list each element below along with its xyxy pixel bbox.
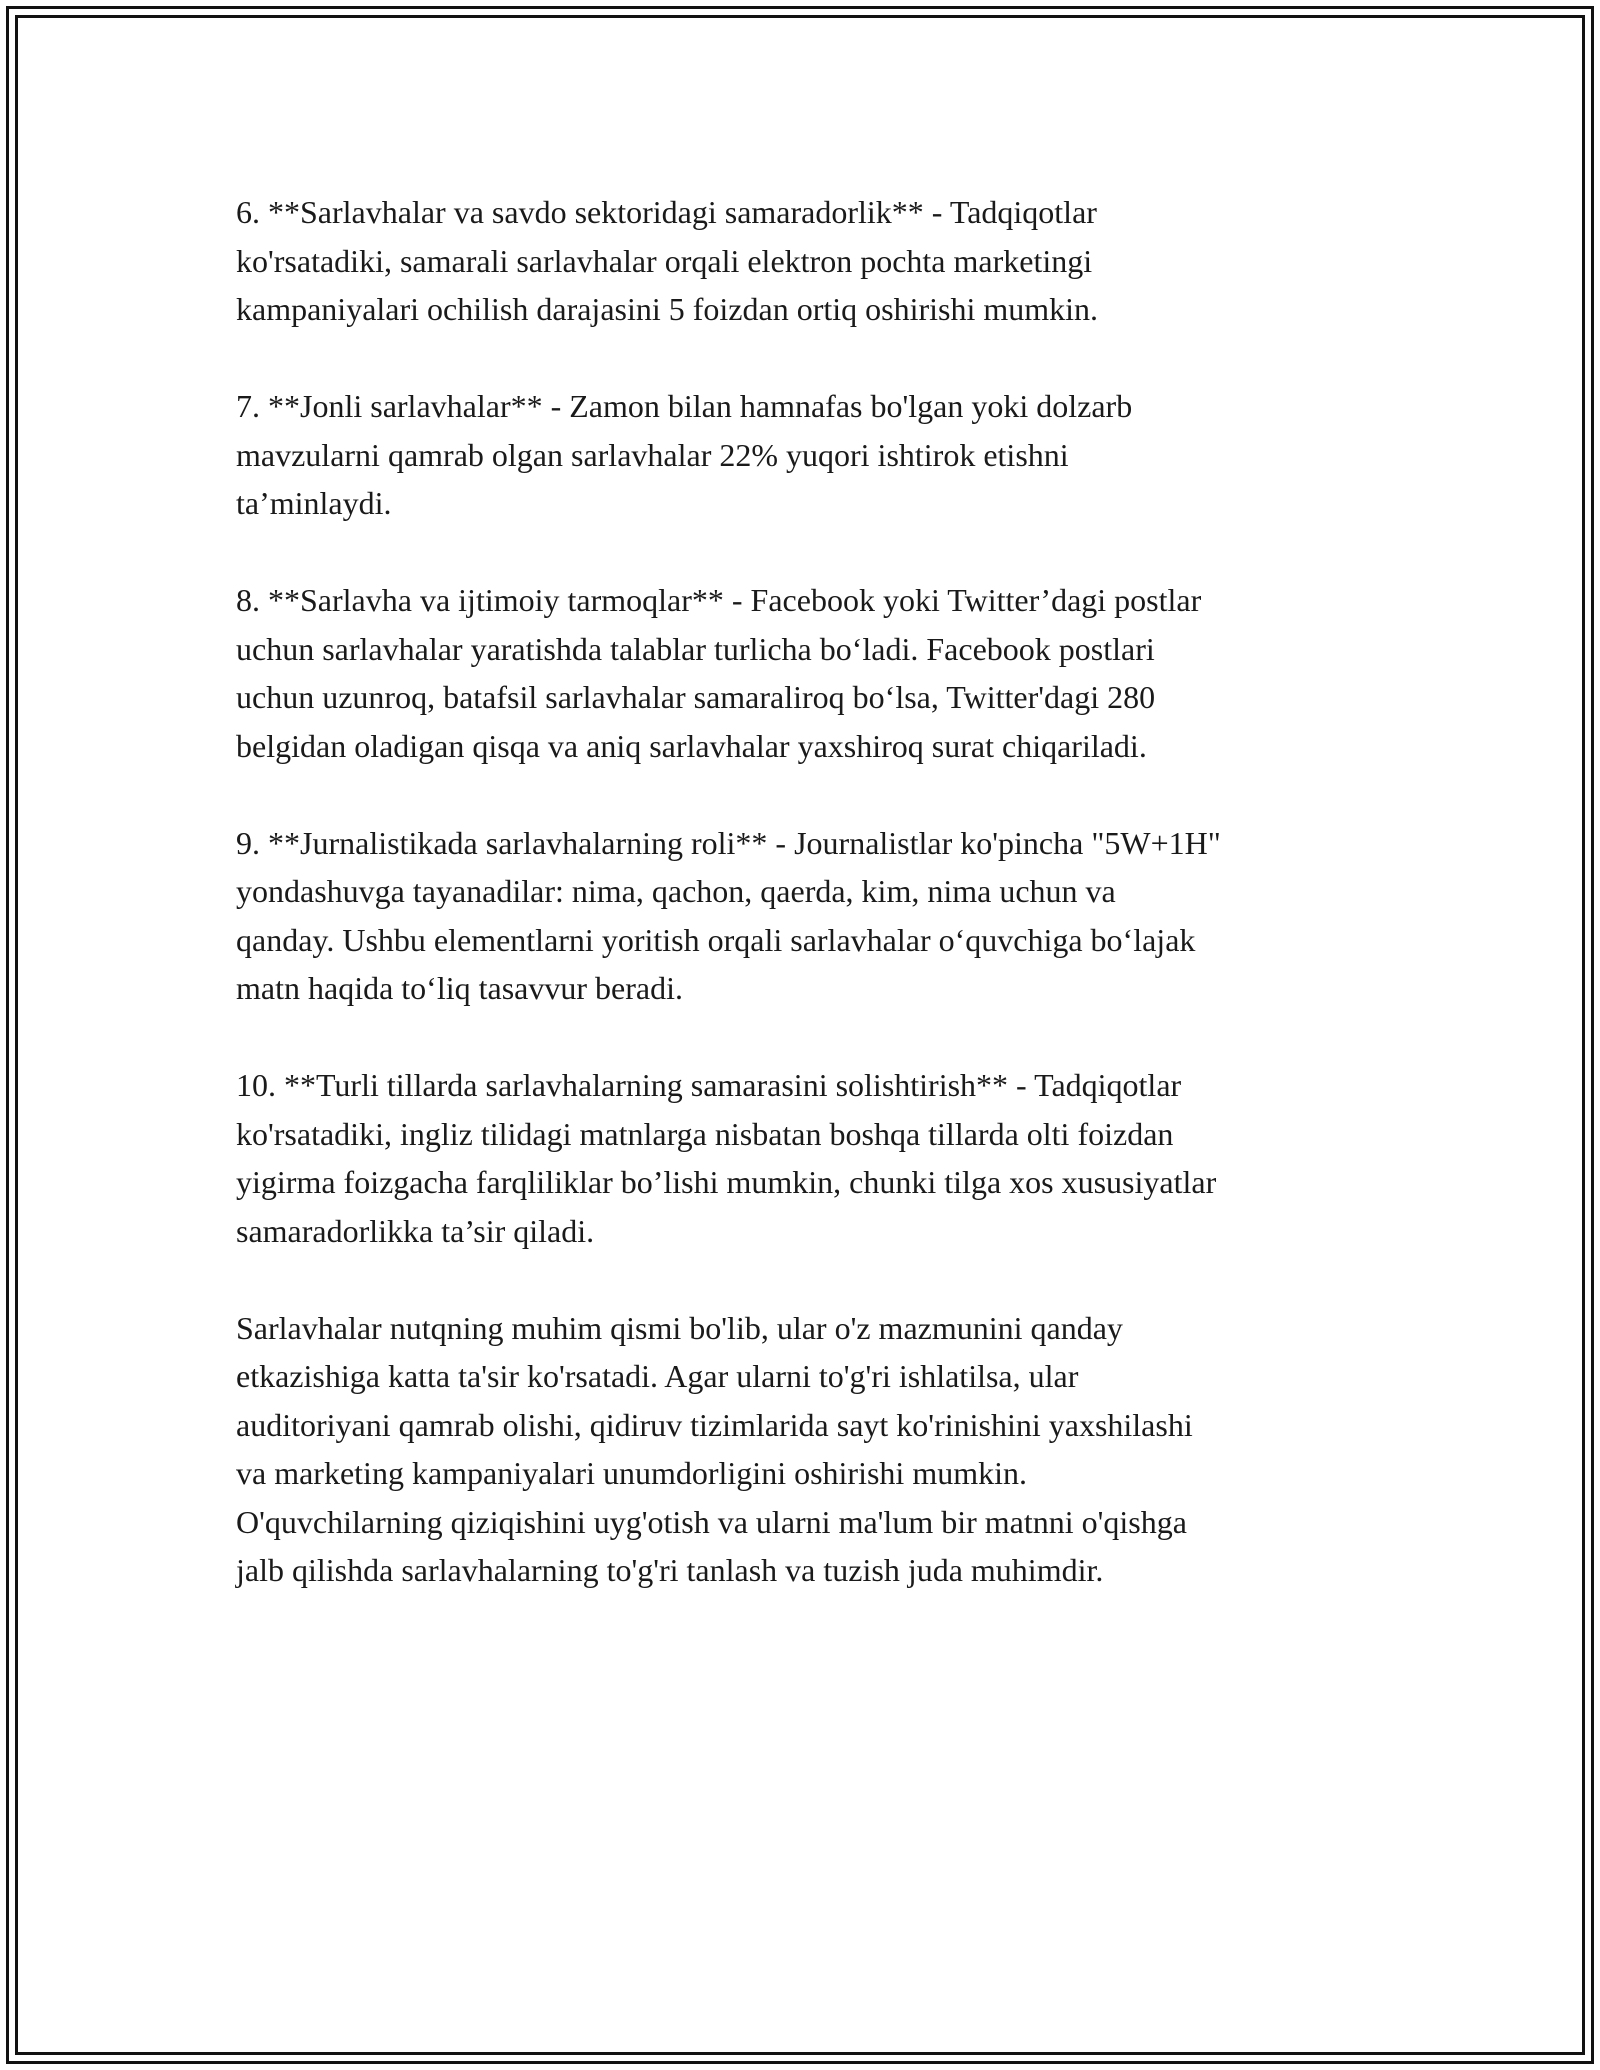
paragraph-item-10 — [236, 1061, 1386, 1255]
paragraph-item-7 — [236, 382, 1386, 528]
text-line: samaradorlikka ta’sir qiladi. — [236, 1212, 595, 1249]
paragraph-conclusion — [236, 1304, 1386, 1595]
text-line: matn haqida to‘liq tasavvur beradi. — [236, 970, 683, 1006]
text-line: 9. **Jurnalistikada sarlavhalarning roli** - Journalistlar ko'pincha "5W+1H" — [236, 824, 1221, 861]
text-line: O'quvchilarning qiziqishini uyg'otish va ularni ma'lum bir matnni o'qishga — [236, 1503, 1187, 1540]
text-line: ta’minlaydi. — [236, 485, 392, 521]
document-body — [236, 188, 1386, 1643]
text-line: ko'rsatadiki, samarali sarlavhalar orqali elektron pochta marketingi — [236, 242, 1093, 279]
text-line: jalb qilishda sarlavhalarning to'g'ri tanlash va tuzish juda muhimdir. — [236, 1552, 1104, 1588]
text-line: belgidan oladigan qisqa va aniq sarlavhalar yaxshiroq surat chiqariladi. — [236, 727, 1147, 764]
text-line: kampaniyalari ochilish darajasini 5 foizdan ortiq oshirishi mumkin. — [236, 291, 1099, 327]
text-line: 6. **Sarlavhalar va savdo sektoridagi samaradorlik** - Tadqiqotlar — [236, 194, 1097, 230]
text-line: yondashuvga tayanadilar: nima, qachon, qaerda, kim, nima uchun va — [236, 873, 1116, 909]
text-line: etkazishiga katta ta'sir ko'rsatadi. Agar ularni to'g'ri ishlatilsa, ular — [236, 1358, 1079, 1394]
text-line: yigirma foizgacha farqliliklar bo’lishi mumkin, chunki tilga xos xususiyatlar — [236, 1164, 1217, 1200]
text-line: 8. **Sarlavha va ijtimoiy tarmoqlar** - Facebook yoki Twitter’dagi postlar — [236, 582, 1202, 618]
text-line: qanday. Ushbu elementlarni yoritish orqali sarlavhalar o‘quvchiga bo‘lajak — [236, 921, 1196, 958]
text-line: 7. **Jonli sarlavhalar** - Zamon bilan hamnafas bo'lgan yoki dolzarb — [236, 388, 1133, 424]
text-line: 10. **Turli tillarda sarlavhalarning samarasini solishtirish** - Tadqiqotlar — [236, 1067, 1182, 1103]
text-line: ko'rsatadiki, ingliz tilidagi matnlarga nisbatan boshqa tillarda olti foizdan — [236, 1115, 1174, 1152]
text-line: auditoriyani qamrab olishi, qidiruv tizimlarida sayt ko'rinishini yaxshilashi — [236, 1406, 1193, 1443]
paragraph-item-8 — [236, 576, 1386, 770]
text-line: Sarlavhalar nutqning muhim qismi bo'lib, ular o'z mazmunini qanday — [236, 1309, 1123, 1346]
paragraph-item-9 — [236, 819, 1386, 1013]
text-line: mavzularni qamrab olgan sarlavhalar 22% yuqori ishtirok etishni — [236, 436, 1069, 473]
paragraph-item-6 — [236, 188, 1386, 334]
text-line: uchun uzunroq, batafsil sarlavhalar samaraliroq bo‘lsa, Twitter'dagi 280 — [236, 679, 1156, 715]
text-line: va marketing kampaniyalari unumdorligini oshirishi mumkin. — [236, 1455, 1027, 1491]
text-line: uchun sarlavhalar yaratishda talablar turlicha bo‘ladi. Facebook postlari — [236, 630, 1155, 667]
